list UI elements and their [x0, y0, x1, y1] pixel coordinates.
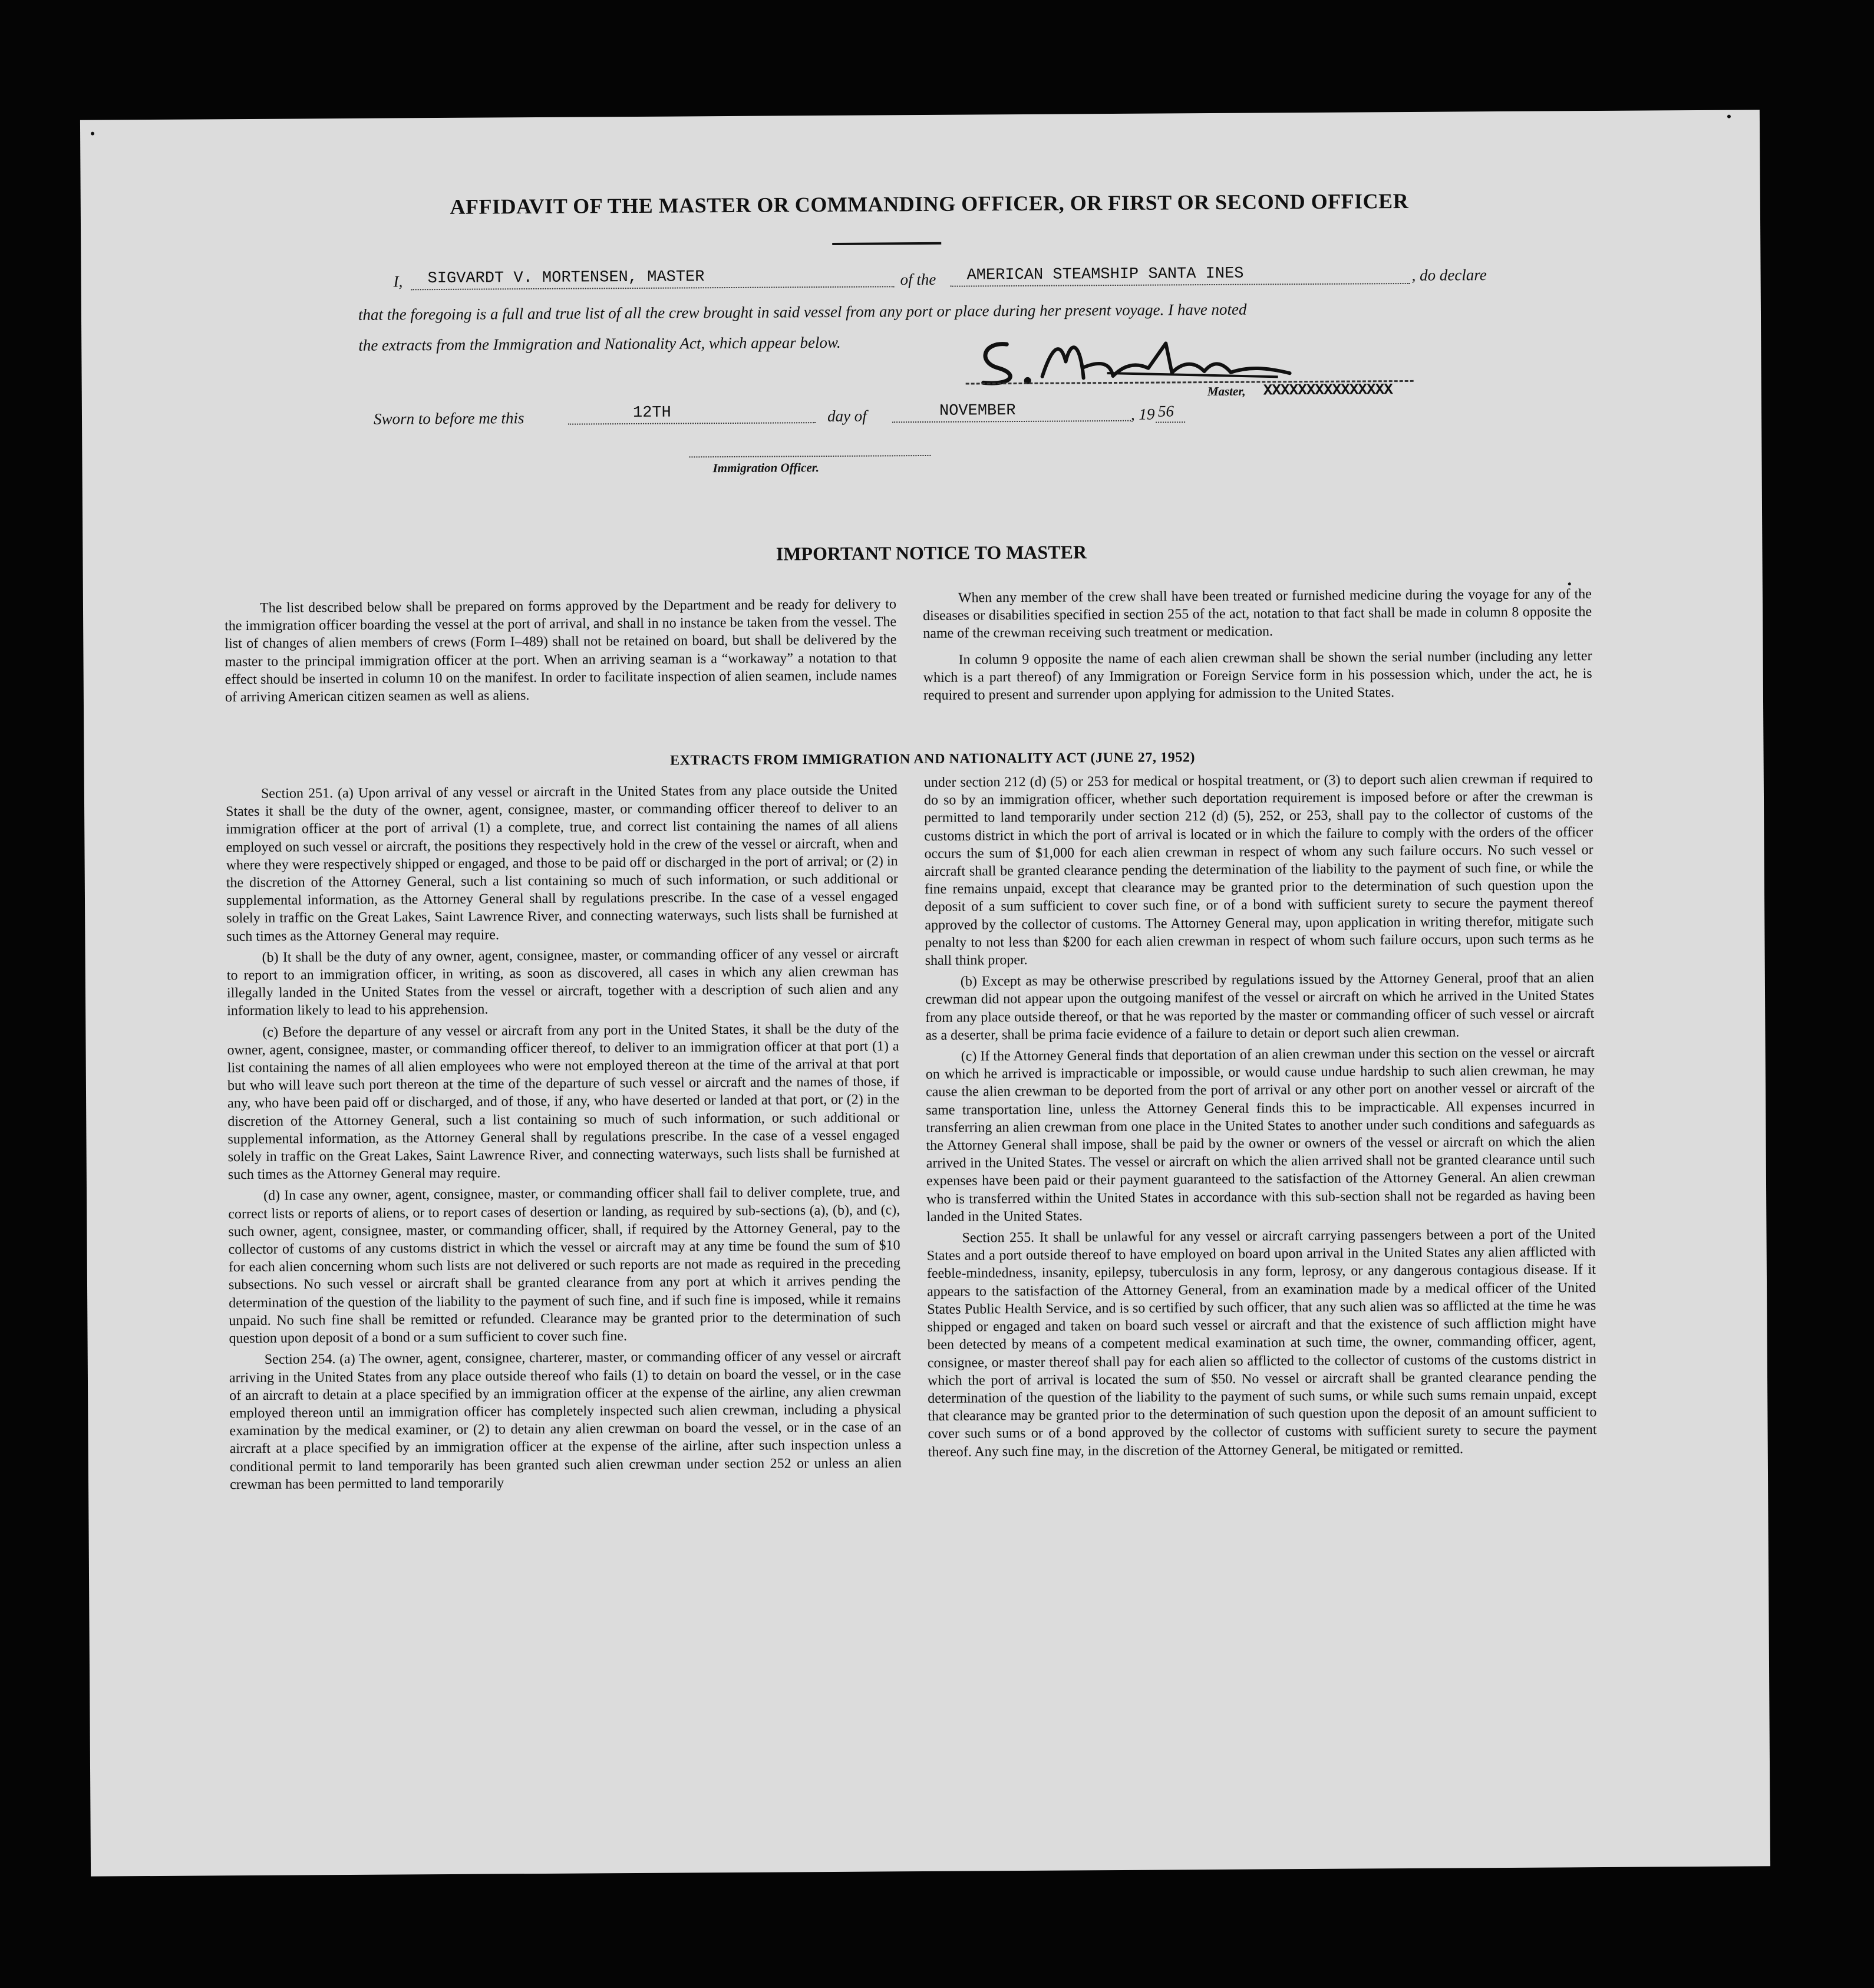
- act-section-paragraph: (b) Except as may be otherwise prescribed by regulations issued by the Attorney General, proof that an alien crewman did not appear upon the outgoing manifest of the vessel or aircraft on which he arrived in the United States from any place outside thereof, or that he was reported by the master or commanding officer of such vessel or aircraft as a deserter, shall be prima facie evidence of a failure to detain or deport such alien crewman.: [925, 970, 1595, 1043]
- act-section-paragraph: (c) If the Attorney General finds that deportation of an alien crewman under this section on the vessel or aircraft on which he arrived is impracticable or impossible, or would cause undue hardship to such alien crewman, he may cause the alien crewman to be deported from the port of arrival or any other port on another vessel or aircraft of the same transportation line, unless the Attorney General finds this to be impracticable. All expenses incurred in transferring an alien crewman from one place in the United States to another under such conditions and safeguards as the Attorney General shall impose, shall be paid by the owner or owners of the vessel or aircraft on which the alien arrived in the United States. The vessel or aircraft on which the alien arrived shall not be granted clearance until such expenses have been paid or their payment guaranteed to the satisfaction of the Attorney General. An alien crewman who is transferred within the United States in accordance with this sub-section shall not be regarded as having been landed in the United States.: [925, 1045, 1596, 1225]
- master-label: Master,: [1207, 384, 1246, 399]
- notice-paragraph: The list described below shall be prepared on forms approved by the Department and be ready for delivery to the immigration officer boarding the vessel at the port of arrival, and shall in no instance be taken from the vessel. The list of changes of alien members of crews (Form I–489) shall not be retained on board, but shall be delivered by the master to the principal immigration officer at the port. When an arriving seaman is a “workaway” a notation to that effect should be inserted in column 10 on the manifest. In order to facilitate inspection of alien seamen, include names of arriving American citizen seamen as well as aliens.: [225, 596, 897, 705]
- affidavit-title: AFFIDAVIT OF THE MASTER OR COMMANDING OFFICER, OR FIRST OR SECOND OFFICER: [450, 189, 1409, 219]
- sworn-prefix: Sworn to before me this: [373, 409, 524, 428]
- struck-out-title: XXXXXXXXXXXXXXX: [1263, 381, 1393, 400]
- document-page: [80, 110, 1770, 1876]
- title-rule: [832, 242, 941, 245]
- act-section-paragraph: Section 255. It shall be unlawful for any vessel or aircraft carrying passengers between a port of the United States and a port outside thereof to have employed on board upon arrival in the United States any alien afflicted with feeble-mindedness, insanity, epilepsy, tuberculosis in any form, leprosy, or any dangerous contagious disease. If it appears to the satisfaction of the Attorney General, from an examination made by a medical officer of the United States Public Health Service, and is so certified by such officer, that any such alien was so afflicted at the time he was shipped or engaged and taken on board such vessel or aircraft and that the existence of such affliction might have been detected by means of a competent medical examination at such time, the owner, commanding officer, agent, consignee, or master thereof shall pay for each alien so afflicted to the collector of customs of the customs district in which the port of arrival is located the sum of $50. No vessel or aircraft shall be granted clearance pending the determination of the question of the liability to the payment of such sums, or while such sums remain unpaid, except that clearance may be granted prior to the determination of such question upon the deposit of an amount sufficient to cover such sums or of a bond approved by the collector of customs with sufficient surety to secure the payment thereof. Any such fine may, in the discretion of the Attorney General, be mitigated or remitted.: [926, 1227, 1597, 1460]
- do-declare-label: , do declare: [1411, 266, 1487, 284]
- decl-prefix: I,: [393, 272, 403, 291]
- notice-paragraph: In column 9 opposite the name of each alien crewman shall be shown the serial number (including any letter which is a part thereof) of any Immigration or Foreign Service form in his possession which, under the act, he is required to present and surrender upon applying for admission to the United States.: [923, 648, 1592, 704]
- act-section-paragraph: (d) In case any owner, agent, consignee, master, or commanding officer shall fail to deliver complete, true, and correct lists or reports of aliens, or to report cases of desertion or landing, as required by sub-sections (a), (b), and (c), such owner, agent, consignee, master, or commanding officer, shall, if required by the Attorney General, pay to the collector of customs of any customs district in which the vessel or aircraft may at any time be found the sum of $10 for each alien concerning whom such lists are not delivered or such reports are not made as required in the preceding subsections. No such vessel or aircraft shall be granted clearance from any port at which it arrives pending the determination of the question of the liability to the payment of such fine, and if such fine is imposed, while it remains unpaid. No such fine shall be remitted or refunded. Clearance may be granted prior to the determination of such question upon deposit of a bond or a sum sufficient to cover such fine.: [228, 1184, 901, 1347]
- immigration-officer-label: Immigration Officer.: [712, 460, 820, 476]
- decl-line-2: that the foregoing is a full and true list of all the crew brought in said vessel from any port or place during her present voyage. I have noted: [358, 300, 1247, 324]
- of-the-label: of the: [900, 270, 936, 289]
- sworn-month-field: NOVEMBER: [892, 401, 1131, 423]
- act-section-paragraph: under section 212 (d) (5) or 253 for medical or hospital treatment, or (3) to deport such alien crewman if required to do so by an immigration officer, whether such deportation requirement is imposed before or after the crewman is permitted to land temporarily under section 212 (d) (5), 252, or 253, shall pay to the collector of customs of the customs district in which the port of arrival is located or in which the failure to comply with the orders of the officer occurs the sum of $1,000 for each alien crewman in respect of whom any such failure occurs. No such vessel or aircraft shall be granted clearance pending the determination of the liability to the payment of such fine, or while the fine remains unpaid, except that clearance may be granted prior to the determination of such question upon the deposit of a sum sufficient to cover such fine, or of a bond with sufficient surety to secure the payment thereof approved by the collector of customs. The Attorney General may, upon application in writing therefor, mitigate such penalty to not less than $200 for each alien crewman in respect of whom such failure occurs, upon such terms as he shall think proper.: [923, 771, 1594, 969]
- dust-speck: [1727, 115, 1731, 118]
- decl-line-3: the extracts from the Immigration and Nationality Act, which appear below.: [358, 333, 841, 354]
- act-section-paragraph: Section 254. (a) The owner, agent, consignee, charterer, master, or commanding officer of any vessel or aircraft arriving in the United States from any place outside thereof who fails (1) to detain on board the vessel, or in the case of an aircraft to detain at a place specified by an immigration officer at the expense of the airline, any alien crewman employed thereon until an immigration officer has completely inspected such alien crewman, including a physical examination by the medical examiner, or (2) to detain any alien crewman on board the vessel, or in the case of an aircraft at a place specified by an immigration officer at the expense of the airline, after such inspection unless a conditional permit to land temporarily has been granted such alien crewman under section 252 or unless an alien crewman has been permitted to land temporarily: [229, 1348, 902, 1492]
- notice-heading: IMPORTANT NOTICE TO MASTER: [776, 541, 1087, 565]
- extracts-right-column: [924, 770, 1597, 1465]
- day-of-label: day of: [827, 407, 867, 425]
- act-section-paragraph: (b) It shall be the duty of any owner, agent, consignee, master, or commanding officer of any vessel or aircraft to report to an immigration officer, in writing, as soon as discovered, all cases in which any alien crewman has illegally landed in the United States from the vessel or aircraft, together with a description of such alien and any information likely to lead to his apprehension.: [226, 946, 899, 1019]
- notice-left-column: [225, 595, 897, 710]
- master-name-field: SIGVARDT V. MORTENSEN, MASTER: [411, 267, 894, 290]
- extracts-heading: EXTRACTS FROM IMMIGRATION AND NATIONALITY ACT (JUNE 27, 1952): [669, 750, 1196, 769]
- year-prefix: , 19: [1130, 405, 1155, 423]
- vessel-field: AMERICAN STEAMSHIP SANTA INES: [950, 264, 1410, 287]
- extracts-left-column: [226, 781, 902, 1497]
- act-section-paragraph: Section 251. (a) Upon arrival of any vessel or aircraft in the United States from any place outside the United States it shall be the duty of the owner, agent, consignee, master, or commanding officer thereof to deliver to an immigration officer at the port of arrival (1) a complete, true, and correct list containing the names of all aliens employed on such vessel or aircraft, the positions they respectively hold in the crew of the vessel or aircraft, when and where they were respectively shipped or engaged, and those to be paid off or discharged in the port of arrival; or (2) in the discretion of the Attorney General, such a list containing so much of such information, or such additional or supplemental information, as the Attorney General shall by regulations prescribe. In the case of a vessel engaged solely in traffic on the Great Lakes, Saint Lawrence River, and connecting waterways, such lists shall be furnished at such times as the Attorney General may require.: [226, 782, 899, 944]
- sworn-day-field: 12TH: [568, 403, 816, 425]
- year-field: 56: [1156, 402, 1185, 423]
- notice-paragraph: When any member of the crew shall have been treated or furnished medicine during the voyage for any of the diseases or disabilities specified in section 255 of the act, notation to that fact shall be made in column 8 opposite the name of the crewman receiving such treatment or medication.: [923, 586, 1592, 642]
- dust-speck: [91, 132, 94, 136]
- notice-right-column: [923, 585, 1592, 708]
- immigration-officer-line: [689, 455, 931, 458]
- act-section-paragraph: (c) Before the departure of any vessel or aircraft from any port in the United States, it shall be the duty of the owner, agent, consignee, master, or commanding officer thereof, to deliver to an immigration officer at that port (1) a list containing the names of all alien employees who were not employed thereon at the time of the arrival at that port but who will leave such port thereon at the time of the departure of such vessel or aircraft and the names of those, if any, who have been paid off or discharged, and of those, if any, who have deserted or landed at that port, or (2) in the discretion of the Attorney General, such a list containing so much of such information, or such additional or supplemental information, as the Attorney General shall by regulations prescribe. In the case of a vessel engaged solely in traffic on the Great Lakes, Saint Lawrence River, and connecting waterways, such lists shall be furnished at such times as the Attorney General may require.: [227, 1020, 900, 1183]
